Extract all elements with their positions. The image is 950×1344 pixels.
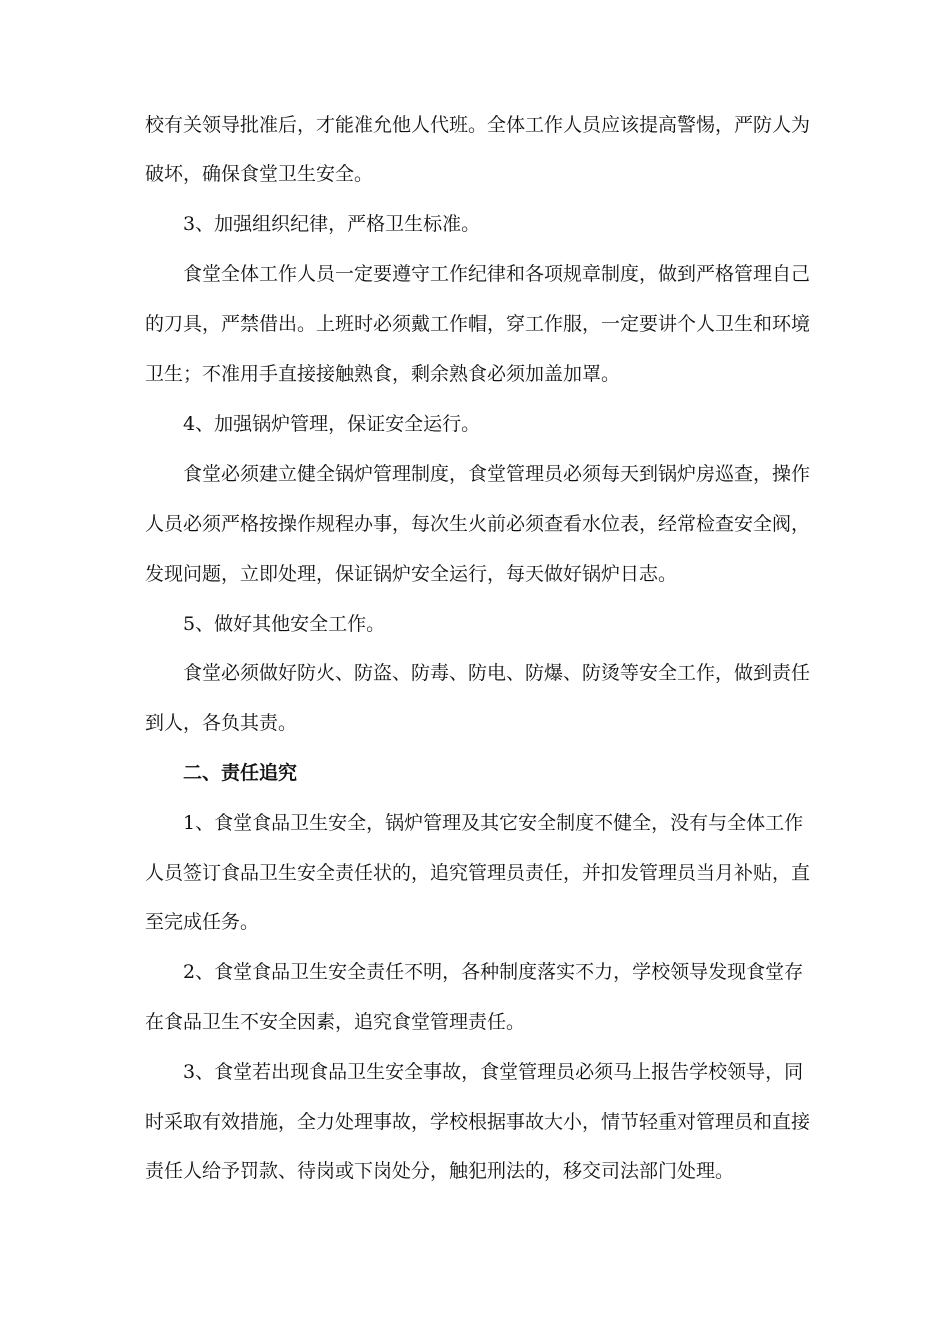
- section-heading: 5、做好其他安全工作。: [183, 613, 386, 635]
- text-line: 人员必须严格按操作规程办事，每次生火前必须查看水位表，经常检查安全阀，: [145, 513, 811, 535]
- text-line: 3、食堂若出现食品卫生安全事故，食堂管理员必须马上报告学校领导，同: [183, 1061, 804, 1083]
- chapter-heading: 二、责任追究: [183, 762, 298, 784]
- text-line: 2、食堂食品卫生安全责任不明，各种制度落实不力，学校领导发现食堂存: [183, 961, 804, 983]
- text-line: 食堂必须建立健全锅炉管理制度，食堂管理员必须每天到锅炉房巡查，操作: [183, 463, 811, 485]
- text-line: 校有关领导批准后，才能准允他人代班。全体工作人员应该提高警惕，严防人为: [145, 114, 811, 136]
- text-line: 的刀具，严禁借出。上班时必须戴工作帽，穿工作服，一定要讲个人卫生和环境: [145, 313, 811, 335]
- text-line: 发现问题，立即处理，保证锅炉安全运行，每天做好锅炉日志。: [145, 563, 678, 585]
- section-heading: 3、加强组织纪律，严格卫生标准。: [183, 213, 481, 235]
- text-line: 人员签订食品卫生安全责任状的，追究管理员责任，并扣发管理员当月补贴，直: [145, 862, 811, 884]
- section-heading: 4、加强锅炉管理，保证安全运行。: [183, 413, 481, 435]
- text-line: 1、食堂食品卫生安全，锅炉管理及其它安全制度不健全，没有与全体工作: [183, 812, 804, 834]
- text-line: 破坏，确保食堂卫生安全。: [145, 163, 374, 185]
- text-line: 食堂必须做好防火、防盗、防毒、防电、防爆、防烫等安全工作，做到责任: [183, 662, 811, 684]
- text-line: 卫生；不准用手直接接触熟食，剩余熟食必须加盖加罩。: [145, 363, 621, 385]
- text-line: 到人，各负其责。: [145, 712, 298, 734]
- text-line: 时采取有效措施，全力处理事故，学校根据事故大小，情节轻重对管理员和直接: [145, 1111, 811, 1133]
- text-line: 至完成任务。: [145, 911, 260, 933]
- text-line: 食堂全体工作人员一定要遵守工作纪律和各项规章制度，做到严格管理自己: [183, 263, 811, 285]
- text-line: 在食品卫生不安全因素，追究食堂管理责任。: [145, 1011, 526, 1033]
- text-line: 责任人给予罚款、待岗或下岗处分，触犯刑法的，移交司法部门处理。: [145, 1160, 735, 1182]
